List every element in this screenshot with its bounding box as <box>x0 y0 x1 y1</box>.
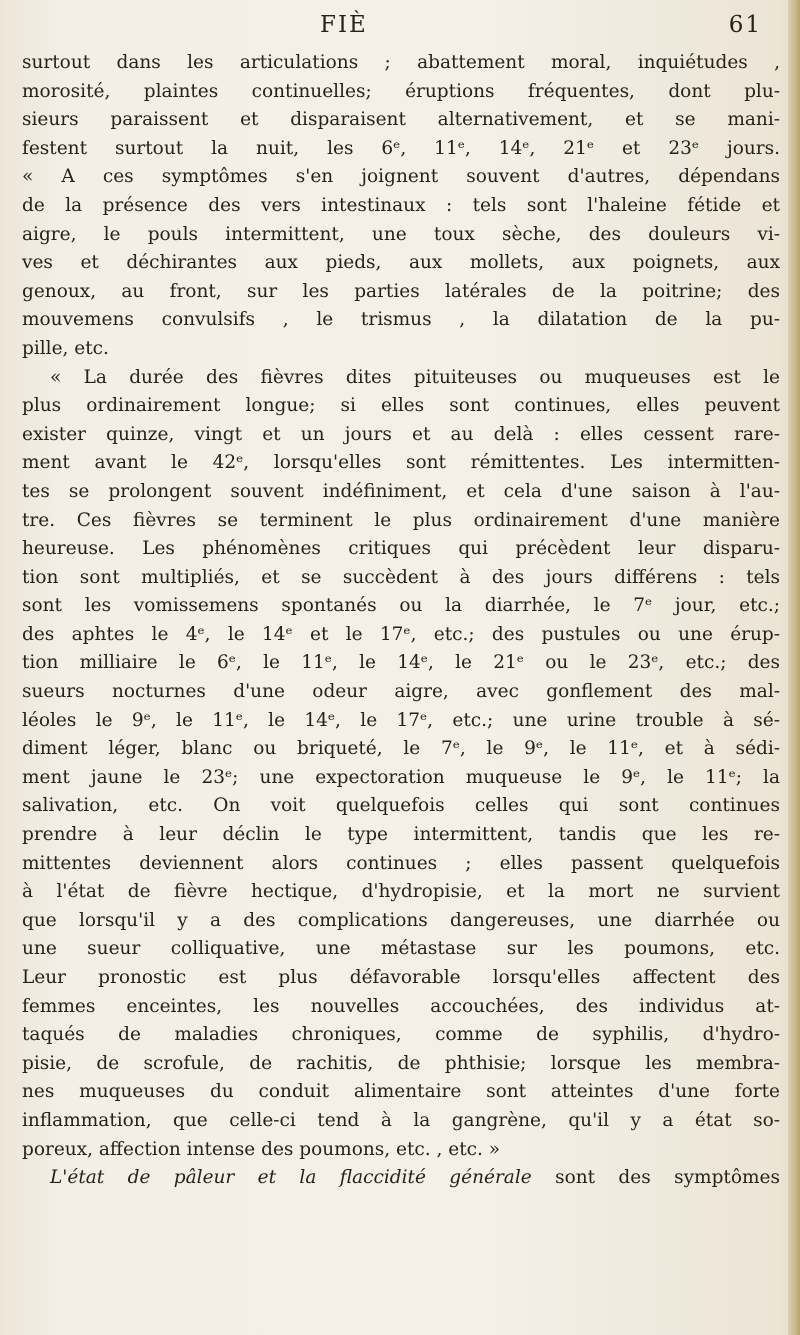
text-line: surtout dans les articulations ; abattement moral, inquiétudes , <box>22 52 780 73</box>
text-line: heureuse. Les phénomènes critiques qui précèdent leur disparu- <box>22 538 780 560</box>
text-line: poreux, affection intense des poumons, etc. , etc. » <box>22 1138 501 1160</box>
text-line: pille, etc. <box>22 337 109 359</box>
text-line: une sueur colliquative, une métastase sur les poumons, etc. <box>22 938 780 960</box>
text-line: sueurs nocturnes d'une odeur aigre, avec gonflement des mal- <box>22 681 780 703</box>
text-line: morosité, plaintes continuelles; éruptions fréquentes, dont plu- <box>22 80 780 102</box>
text-line: « La durée des fièvres dites pituiteuses ou muqueuses est le <box>50 366 780 388</box>
text-line: tion milliaire le 6ᵉ, le 11ᵉ, le 14ᵉ, le 21ᵉ ou le 23ᵉ, etc.; des <box>22 652 780 674</box>
text-line: sont les vomissemens spontanés ou la diarrhée, le 7ᵉ jour, etc.; <box>22 595 780 617</box>
text-line: aigre, le pouls intermittent, une toux sèche, des douleurs vi- <box>22 223 780 245</box>
text-line: plus ordinairement longue; si elles sont continues, elles peuvent <box>22 395 780 417</box>
page-edge <box>788 0 800 1335</box>
text-line: mittentes deviennent alors continues ; elles passent quelquefois <box>22 852 780 874</box>
text-line: tre. Ces fièvres se terminent le plus ordinairement d'une manière <box>22 509 780 531</box>
text-line: que lorsqu'il y a des complications dangereuses, une diarrhée ou <box>22 909 780 931</box>
text-line: sieurs paraissent et disparaisent alternativement, et se mani- <box>22 109 780 131</box>
text-line: léoles le 9ᵉ, le 11ᵉ, le 14ᵉ, le 17ᵉ, etc.; une urine trouble à sé- <box>22 709 780 731</box>
italic-phrase: L'état de pâleur et la flaccidité générale <box>50 1167 532 1189</box>
text-line: genoux, au front, sur les parties latérales de la poitrine; des <box>22 280 780 302</box>
text-line: festent surtout la nuit, les 6ᵉ, 11ᵉ, 14ᵉ, 21ᵉ et 23ᵉ jours. <box>22 137 780 159</box>
page-number: 61 <box>728 12 762 38</box>
text-line: nes muqueuses du conduit alimentaire sont atteintes d'une forte <box>22 1081 780 1103</box>
text-line: inflammation, que celle-ci tend à la gangrène, qu'il y a état so- <box>22 1109 780 1131</box>
text-line: taqués de maladies chroniques, comme de syphilis, d'hydro- <box>22 1024 780 1046</box>
roman-phrase: sont des symptômes <box>531 1167 780 1189</box>
text-line: pisie, de scrofule, de rachitis, de phthisie; lorsque les membra- <box>22 1052 780 1074</box>
text-line: tes se prolongent souvent indéfiniment, et cela d'une saison à l'au- <box>22 480 780 502</box>
text-line: ment avant le 42ᵉ, lorsqu'elles sont rémittentes. Les intermitten- <box>22 452 780 474</box>
text-line: des aphtes le 4ᵉ, le 14ᵉ et le 17ᵉ, etc.; des pustules ou une érup- <box>22 623 780 645</box>
text-line: mouvemens convulsifs , le trismus , la dilatation de la pu- <box>22 309 780 331</box>
text-line: salivation, etc. On voit quelquefois celles qui sont continues <box>22 795 780 817</box>
text-line: ves et déchirantes aux pieds, aux mollets, aux poignets, aux <box>22 252 780 274</box>
text-line: « A ces symptômes s'en joignent souvent d'autres, dépendans <box>22 166 780 188</box>
text-line: femmes enceintes, les nouvelles accouchées, des individus at- <box>22 995 780 1017</box>
text-line: diment léger, blanc ou briqueté, le 7ᵉ, le 9ᵉ, le 11ᵉ, et à sédi- <box>22 738 780 760</box>
text-line: Leur pronostic est plus défavorable lorsqu'elles affectent des <box>22 967 780 988</box>
text-line-final <box>22 1164 780 1193</box>
page-header <box>320 12 780 42</box>
text-line: à l'état de fièvre hectique, d'hydropisie, et la mort ne survient <box>22 881 780 903</box>
text-line: tion sont multipliés, et se succèdent à des jours différens : tels <box>22 566 780 588</box>
text-line: exister quinze, vingt et un jours et au delà : elles cessent rare- <box>22 423 780 445</box>
text-line: de la présence des vers intestinaux : tels sont l'haleine fétide et <box>22 194 780 216</box>
body-text <box>22 49 780 1193</box>
text-line: prendre à leur déclin le type intermittent, tandis que les re- <box>22 824 780 846</box>
running-title: FIÈ <box>320 12 368 38</box>
text-line: ment jaune le 23ᵉ; une expectoration muqueuse le 9ᵉ, le 11ᵉ; la <box>22 766 780 788</box>
